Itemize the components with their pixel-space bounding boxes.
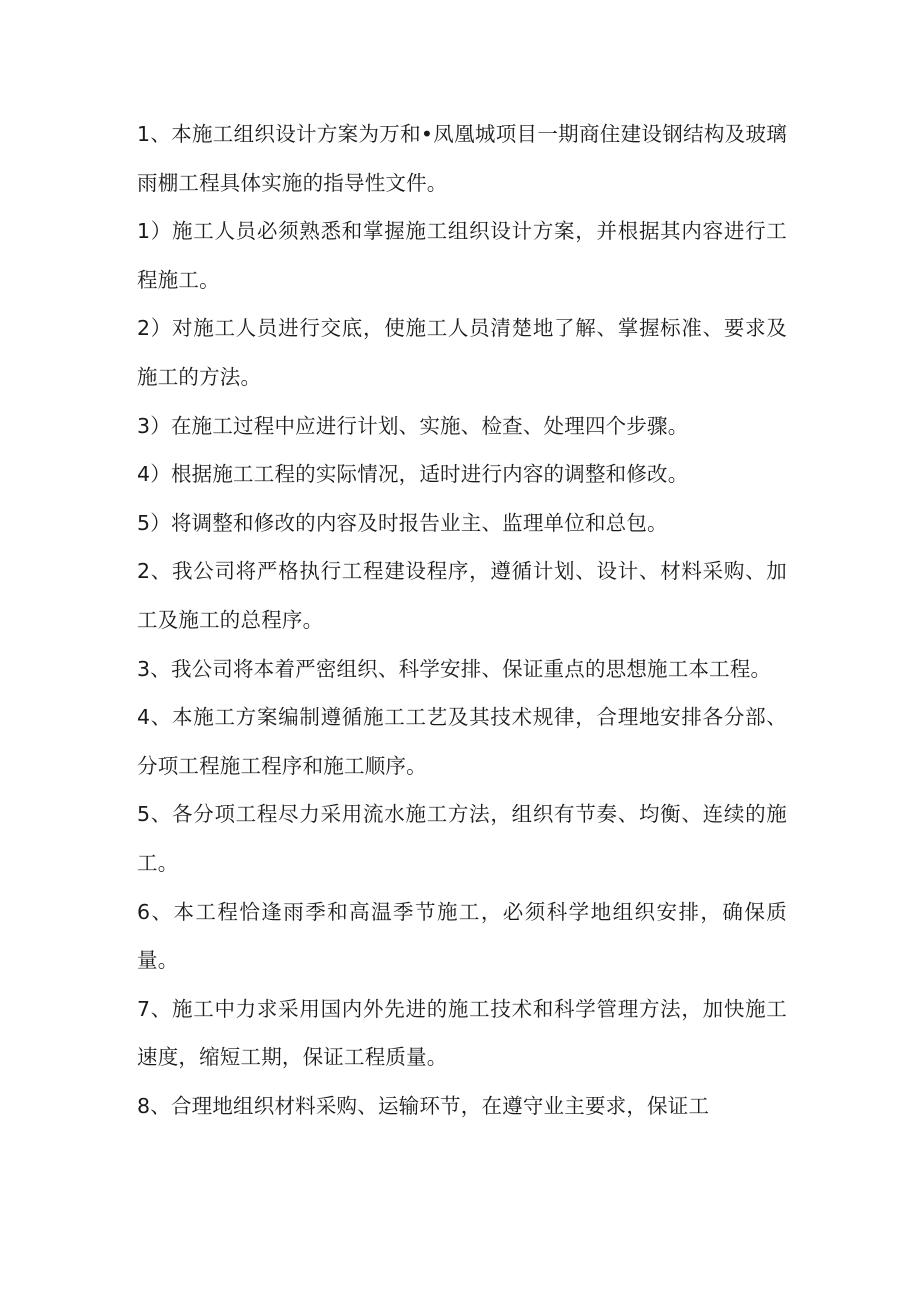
paragraph-1-2: 2）对施工人员进行交底，使施工人员清楚地了解、掌握标准、要求及施工的方法。 [137, 316, 787, 389]
paragraph-1-4: 4）根据施工工程的实际情况，适时进行内容的调整和修改。 [137, 462, 689, 487]
paragraph-3: 3、我公司将本着严密组织、科学安排、保证重点的思想施工本工程。 [137, 656, 772, 681]
paragraph-1: 1、本施工组织设计方案为万和•凤凰城项目一期商住建设钢结构及玻璃雨棚工程具体实施的指导性文件。 [137, 122, 787, 195]
paragraph-5: 5、各分项工程尽力采用流水施工方法，组织有节奏、均衡、连续的施工。 [137, 802, 787, 875]
paragraph-2: 2、我公司将严格执行工程建设程序，遵循计划、设计、材料采购、加工及施工的总程序。 [137, 559, 787, 632]
paragraph-4: 4、本施工方案编制遵循施工工艺及其技术规律，合理地安排各分部、分项工程施工程序和施工顺序。 [137, 705, 787, 778]
paragraph-8: 8、合理地组织材料采购、运输环节，在遵守业主要求，保证工 [137, 1093, 710, 1118]
paragraph-1-1: 1）施工人员必须熟悉和掌握施工组织设计方案，并根据其内容进行工程施工。 [137, 219, 787, 292]
paragraph-7: 7、施工中力求采用国内外先进的施工技术和科学管理方法，加快施工速度，缩短工期，保证工程质量。 [137, 996, 787, 1070]
document-page [137, 110, 787, 1130]
paragraph-6: 6、本工程恰逢雨季和高温季节施工，必须科学地组织安排，确保质量。 [137, 899, 787, 973]
paragraph-1-3: 3）在施工过程中应进行计划、实施、检查、处理四个步骤。 [137, 413, 689, 438]
paragraph-1-5: 5）将调整和修改的内容及时报告业主、监理单位和总包。 [137, 510, 668, 535]
